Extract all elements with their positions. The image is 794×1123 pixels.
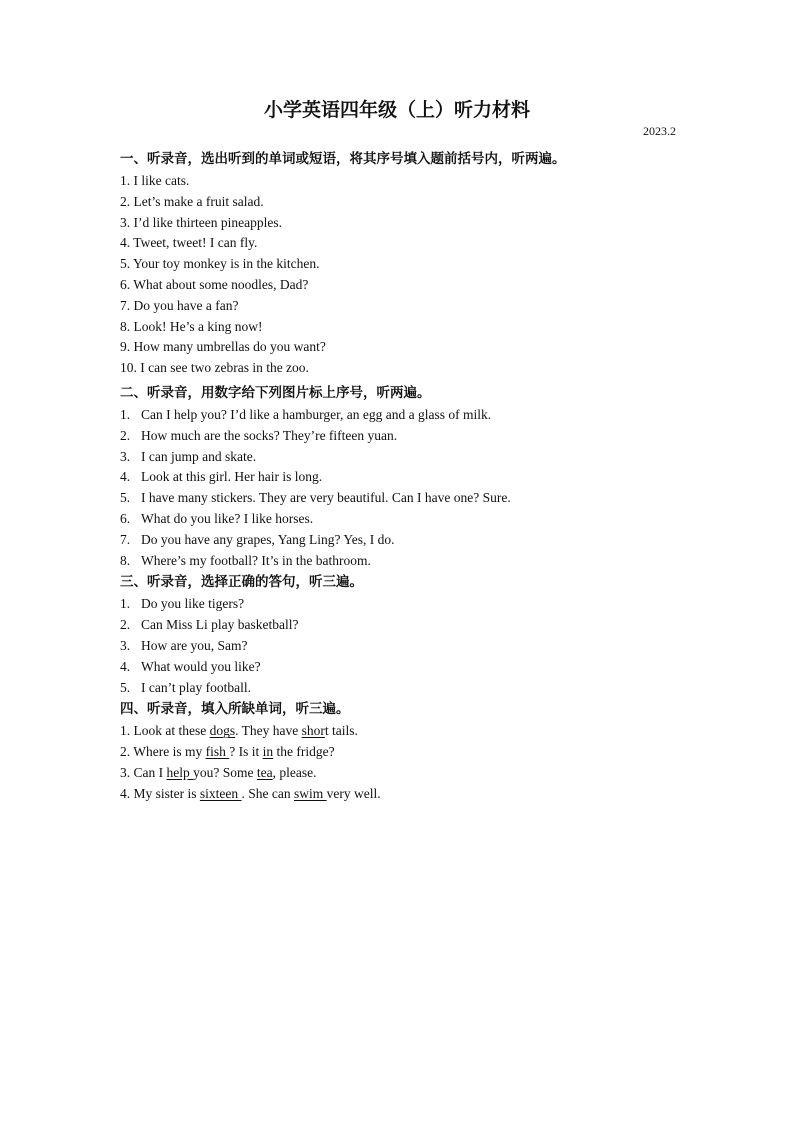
item-number: 3. bbox=[120, 448, 131, 464]
item-number: 2. bbox=[120, 193, 131, 209]
item-text: ? Is it bbox=[229, 744, 263, 760]
item-text: Look at this girl. Her hair is long. bbox=[141, 469, 323, 485]
item-number: 4. bbox=[120, 469, 131, 485]
item-text: . They have bbox=[235, 723, 302, 739]
item-number: 2. bbox=[120, 427, 131, 443]
item-number: 3. bbox=[120, 637, 131, 653]
item-number: 6. bbox=[120, 510, 131, 526]
item-text: I can see two zebras in the zoo. bbox=[140, 360, 309, 376]
item-text: I’d like thirteen pineapples. bbox=[133, 214, 282, 230]
item-number: 1. bbox=[120, 723, 131, 739]
section-1-list bbox=[120, 171, 700, 379]
list-item bbox=[120, 551, 700, 572]
list-item bbox=[120, 657, 700, 678]
list-item bbox=[120, 192, 700, 213]
item-number: 5. bbox=[120, 679, 131, 695]
section-2-list bbox=[120, 405, 700, 571]
filled-blank: in bbox=[262, 744, 274, 760]
item-text: Do you have any grapes, Yang Ling? Yes, I do. bbox=[141, 531, 395, 547]
item-text: How many umbrellas do you want? bbox=[133, 339, 326, 355]
section-1-heading: 一、听录音，选出听到的单词或短语，将其序号填入题前括号内，听两遍。 bbox=[120, 151, 566, 167]
list-item bbox=[120, 447, 700, 468]
list-item bbox=[120, 213, 700, 234]
section-4-heading: 四、听录音，填入所缺单词，听三遍。 bbox=[120, 701, 350, 718]
list-item bbox=[120, 784, 700, 805]
item-text: t tails. bbox=[324, 723, 358, 739]
item-number: 4. bbox=[120, 785, 131, 801]
item-number: 1. bbox=[120, 173, 131, 188]
filled-blank: swim bbox=[294, 785, 327, 801]
item-text: What do you like? I like horses. bbox=[141, 510, 314, 526]
item-number: 9. bbox=[120, 339, 131, 355]
list-item bbox=[120, 296, 700, 317]
section-3-list bbox=[120, 594, 700, 698]
item-number: 3. bbox=[120, 764, 131, 780]
list-item bbox=[120, 405, 700, 426]
item-text: How are you, Sam? bbox=[141, 637, 248, 653]
item-text: I like cats. bbox=[133, 173, 190, 188]
item-number: 8. bbox=[120, 318, 131, 334]
list-item bbox=[120, 426, 700, 447]
list-item bbox=[120, 615, 700, 636]
item-text: I have many stickers. They are very beautiful. Can I have one? Sure. bbox=[141, 490, 511, 506]
item-text: Your toy monkey is in the kitchen. bbox=[133, 256, 320, 272]
list-item bbox=[120, 530, 700, 551]
item-text: Where’s my football? It’s in the bathroom. bbox=[141, 552, 371, 568]
item-number: 5. bbox=[120, 490, 131, 506]
item-number: 5. bbox=[120, 256, 131, 272]
list-item bbox=[120, 254, 700, 275]
item-text: Do you like tigers? bbox=[141, 596, 245, 612]
filled-blank: help bbox=[166, 764, 194, 780]
item-text: Can Miss Li play basketball? bbox=[141, 617, 299, 633]
list-item bbox=[120, 358, 700, 379]
item-text: I can’t play football. bbox=[141, 679, 251, 695]
list-item bbox=[120, 509, 700, 530]
filled-blank: tea bbox=[256, 764, 273, 780]
item-text: My sister is bbox=[133, 785, 200, 801]
list-item bbox=[120, 337, 700, 358]
document-content bbox=[120, 148, 700, 805]
item-text: Let’s make a fruit salad. bbox=[133, 193, 264, 209]
item-number: 3. bbox=[120, 214, 131, 230]
item-text: very well. bbox=[326, 785, 381, 801]
item-text: How much are the socks? They’re fifteen yuan. bbox=[141, 427, 398, 443]
item-number: 10. bbox=[120, 360, 137, 376]
page-title: 小学英语四年级（上）听力材料 bbox=[263, 99, 530, 121]
section-3-heading: 三、听录音，选择正确的答句，听三遍。 bbox=[120, 574, 363, 591]
list-item bbox=[120, 594, 700, 615]
item-text: Can I help you? I’d like a hamburger, an egg and a glass of milk. bbox=[141, 406, 492, 422]
item-text: What about some noodles, Dad? bbox=[133, 276, 309, 292]
item-text: Tweet, tweet! I can fly. bbox=[133, 235, 258, 251]
item-number: 2. bbox=[120, 744, 131, 760]
item-text: Look! He’s a king now! bbox=[133, 318, 263, 334]
document-date: 2023.2 bbox=[643, 124, 676, 138]
list-item bbox=[120, 275, 700, 296]
item-number: 7. bbox=[120, 297, 131, 313]
item-text: you? Some bbox=[193, 764, 257, 780]
section-2-heading: 二、听录音，用数字给下列图片标上序号，听两遍。 bbox=[120, 384, 431, 401]
item-number: 4. bbox=[120, 658, 131, 674]
item-number: 2. bbox=[120, 617, 131, 633]
item-text: What would you like? bbox=[141, 658, 261, 674]
list-item bbox=[120, 488, 700, 509]
item-number: 1. bbox=[120, 406, 131, 422]
list-item bbox=[120, 721, 700, 742]
list-item bbox=[120, 467, 700, 488]
filled-blank: sixteen bbox=[199, 785, 242, 801]
item-text: Look at these bbox=[133, 723, 210, 739]
item-text: the fridge? bbox=[273, 744, 335, 760]
item-text: Can I bbox=[133, 764, 167, 780]
item-number: 1. bbox=[120, 596, 131, 612]
list-item bbox=[120, 763, 700, 784]
list-item bbox=[120, 742, 700, 763]
item-text: . She can bbox=[241, 785, 294, 801]
item-text: I can jump and skate. bbox=[141, 448, 257, 464]
list-item bbox=[120, 233, 700, 254]
filled-blank: fish bbox=[205, 744, 230, 760]
list-item bbox=[120, 636, 700, 657]
item-number: 4. bbox=[120, 235, 131, 251]
item-text: , please. bbox=[272, 764, 317, 780]
list-item bbox=[120, 317, 700, 338]
item-text: Do you have a fan? bbox=[133, 297, 239, 313]
filled-blank: dogs bbox=[209, 723, 236, 739]
list-item bbox=[120, 678, 700, 699]
item-text: Where is my bbox=[133, 744, 206, 760]
section-4-list bbox=[120, 721, 700, 804]
list-item bbox=[120, 171, 700, 192]
filled-blank: shor bbox=[301, 723, 325, 739]
item-number: 6. bbox=[120, 276, 131, 292]
item-number: 8. bbox=[120, 552, 131, 568]
item-number: 7. bbox=[120, 531, 131, 547]
